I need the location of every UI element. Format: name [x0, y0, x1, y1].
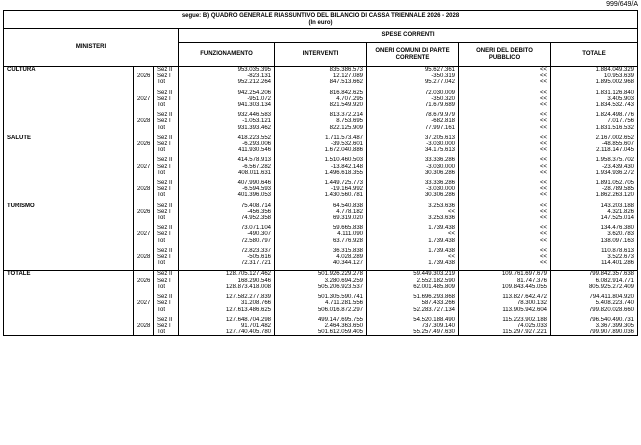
- amount-cell: 147.525.014: [551, 215, 638, 221]
- amount-cell: <<: [459, 215, 551, 221]
- amount-cell: 114.401.286: [551, 260, 638, 266]
- amount-cell: 799.820.028.660: [551, 307, 638, 313]
- amount-cell: -48.855.607: [551, 141, 638, 147]
- ministry-name: SALUTE: [4, 135, 134, 141]
- section-type-cell: Sez II: [154, 271, 179, 278]
- amount-cell: 59.665.838: [275, 225, 367, 231]
- table-row: [4, 329, 638, 336]
- amount-cell: <<: [367, 231, 459, 237]
- amount-cell: 1.739.438: [367, 260, 459, 266]
- amount-cell: 796.540.490.731: [551, 317, 638, 323]
- section-type-cell: Tot: [154, 329, 179, 336]
- amount-cell: 113.827.642.472: [459, 294, 551, 300]
- amount-cell: 401.396.053: [179, 192, 275, 198]
- table-row: [4, 67, 638, 74]
- amount-cell: 822.125.909: [275, 125, 367, 131]
- amount-cell: 1.739.438: [367, 248, 459, 254]
- section-type-cell: Sez I: [154, 73, 179, 79]
- amount-cell: 941.303.134: [179, 102, 275, 108]
- amount-cell: 31.208.766: [179, 300, 275, 306]
- amount-cell: 414.578.913: [179, 157, 275, 163]
- amount-cell: <<: [459, 135, 551, 141]
- amount-cell: 1.958.375.702: [551, 157, 638, 163]
- amount-cell: 95.277.042: [367, 79, 459, 85]
- amount-cell: 127.648.704.298: [179, 317, 275, 323]
- amount-cell: 847.513.662: [275, 79, 367, 85]
- amount-cell: -13.842.148: [275, 164, 367, 170]
- amount-cell: 587.433.266: [367, 300, 459, 306]
- year-cell: 2028: [134, 323, 154, 329]
- amount-cell: -682.818: [367, 118, 459, 124]
- amount-cell: 3.522.673: [551, 254, 638, 260]
- header-oneri-comuni: ONERI COMUNI DI PARTE CORRENTE: [367, 43, 459, 67]
- amount-cell: -505.616: [179, 254, 275, 260]
- section-type-cell: Sez I: [154, 278, 179, 284]
- year-cell: [134, 271, 154, 278]
- amount-cell: 408.011.631: [179, 170, 275, 176]
- amount-cell: 64.540.838: [275, 203, 367, 209]
- amount-cell: <<: [367, 209, 459, 215]
- amount-cell: 63.776.928: [275, 238, 367, 244]
- section-type-cell: Tot: [154, 102, 179, 108]
- header-funzionamento: FUNZIONAMENTO: [179, 43, 275, 67]
- amount-cell: 72.030.009: [367, 90, 459, 96]
- amount-cell: 77.997.161: [367, 125, 459, 131]
- amount-cell: 1.834.532.743: [551, 102, 638, 108]
- amount-cell: 127.740.405.780: [179, 329, 275, 336]
- amount-cell: 78.679.979: [367, 112, 459, 118]
- amount-cell: 4.321.826: [551, 209, 638, 215]
- amount-cell: 932.446.583: [179, 112, 275, 118]
- amount-cell: 1.831.516.532: [551, 125, 638, 131]
- amount-cell: -456.356: [179, 209, 275, 215]
- amount-cell: 799.907.890.036: [551, 329, 638, 336]
- amount-cell: 4.028.289: [275, 254, 367, 260]
- amount-cell: 115.223.902.188: [459, 317, 551, 323]
- ministry-name: [4, 329, 134, 336]
- amount-cell: <<: [459, 180, 551, 186]
- section-type-cell: Sez II: [154, 203, 179, 209]
- year-cell: 2027: [134, 231, 154, 237]
- year-cell: 2026: [134, 278, 154, 284]
- amount-cell: 127.613.486.625: [179, 307, 275, 313]
- amount-cell: <<: [459, 203, 551, 209]
- amount-cell: 72.580.797: [179, 238, 275, 244]
- amount-cell: 55.257.497.630: [367, 329, 459, 336]
- amount-cell: <<: [459, 192, 551, 198]
- amount-cell: 33.336.286: [367, 157, 459, 163]
- amount-cell: 1.430.560.781: [275, 192, 367, 198]
- amount-cell: -823.131: [179, 73, 275, 79]
- amount-cell: 1.672.040.886: [275, 147, 367, 153]
- amount-cell: 95.627.361: [367, 67, 459, 74]
- amount-cell: 4.711.281.556: [275, 300, 367, 306]
- amount-cell: <<: [459, 67, 551, 74]
- amount-cell: 7.017.756: [551, 118, 638, 124]
- amount-cell: <<: [459, 96, 551, 102]
- amount-cell: 62.001.485.809: [367, 284, 459, 290]
- section-type-cell: Tot: [154, 170, 179, 176]
- year-cell: 2026: [134, 73, 154, 79]
- amount-cell: 1.884.049.329: [551, 67, 638, 74]
- section-type-cell: Sez II: [154, 248, 179, 254]
- amount-cell: 816.842.625: [275, 90, 367, 96]
- document-id: 999/649/A: [606, 1, 638, 8]
- amount-cell: 113.905.942.604: [459, 307, 551, 313]
- amount-cell: 8.753.695: [275, 118, 367, 124]
- amount-cell: 4.707.295: [275, 96, 367, 102]
- section-type-cell: Tot: [154, 79, 179, 85]
- amount-cell: -1.053.121: [179, 118, 275, 124]
- amount-cell: 34.175.613: [367, 147, 459, 153]
- amount-cell: 1.895.002.968: [551, 79, 638, 85]
- amount-cell: 1.831.126.840: [551, 90, 638, 96]
- amount-cell: 72.317.721: [179, 260, 275, 266]
- section-type-cell: Sez II: [154, 67, 179, 74]
- year-cell: 2026: [134, 141, 154, 147]
- section-type-cell: Sez I: [154, 209, 179, 215]
- amount-cell: 821.549.920: [275, 102, 367, 108]
- amount-cell: 74.952.358: [179, 215, 275, 221]
- amount-cell: 2.552.182.590: [367, 278, 459, 284]
- amount-cell: 1.824.498.776: [551, 112, 638, 118]
- section-type-cell: Tot: [154, 125, 179, 131]
- section-type-cell: Tot: [154, 192, 179, 198]
- amount-cell: -951.072: [179, 96, 275, 102]
- section-type-cell: Sez II: [154, 90, 179, 96]
- amount-cell: 799.842.357.638: [551, 271, 638, 278]
- amount-cell: 2.464.363.650: [275, 323, 367, 329]
- amount-cell: 10.953.639: [551, 73, 638, 79]
- amount-cell: 5.408.223.740: [551, 300, 638, 306]
- amount-cell: 30.306.286: [367, 170, 459, 176]
- amount-cell: -3.030.000: [367, 164, 459, 170]
- amount-cell: 72.823.337: [179, 248, 275, 254]
- amount-cell: 134.476.380: [551, 225, 638, 231]
- header-interventi: INTERVENTI: [275, 43, 367, 67]
- section-type-cell: Sez I: [154, 141, 179, 147]
- amount-cell: 69.319.020: [275, 215, 367, 221]
- section-type-cell: Sez II: [154, 157, 179, 163]
- amount-cell: 59.449.303.219: [367, 271, 459, 278]
- amount-cell: 54.520.188.490: [367, 317, 459, 323]
- amount-cell: 835.386.573: [275, 67, 367, 74]
- year-cell: 2028: [134, 186, 154, 192]
- amount-cell: -6.594.593: [179, 186, 275, 192]
- amount-cell: <<: [459, 118, 551, 124]
- section-type-cell: Tot: [154, 260, 179, 266]
- amount-cell: 110.878.613: [551, 248, 638, 254]
- amount-cell: 501.612.059.405: [275, 329, 367, 336]
- year-cell: 2028: [134, 118, 154, 124]
- year-cell: 2026: [134, 209, 154, 215]
- title-line-2: (In euro): [308, 19, 333, 26]
- amount-cell: 143.203.188: [551, 203, 638, 209]
- amount-cell: 411.930.546: [179, 147, 275, 153]
- amount-cell: <<: [459, 102, 551, 108]
- amount-cell: 2.118.147.045: [551, 147, 638, 153]
- amount-cell: 1.934.936.272: [551, 170, 638, 176]
- amount-cell: 128.873.418.008: [179, 284, 275, 290]
- section-type-cell: Sez II: [154, 225, 179, 231]
- section-type-cell: Sez I: [154, 118, 179, 124]
- section-type-cell: Tot: [154, 215, 179, 221]
- amount-cell: 12.127.089: [275, 73, 367, 79]
- amount-cell: 3.253.636: [367, 203, 459, 209]
- amount-cell: 3.280.694.259: [275, 278, 367, 284]
- amount-cell: <<: [367, 254, 459, 260]
- amount-cell: 1.891.052.705: [551, 180, 638, 186]
- amount-cell: -350.319: [367, 73, 459, 79]
- amount-cell: 138.097.163: [551, 238, 638, 244]
- section-type-cell: Sez I: [154, 254, 179, 260]
- budget-table: [3, 10, 638, 336]
- amount-cell: 2.167.002.652: [551, 135, 638, 141]
- amount-cell: <<: [459, 254, 551, 260]
- amount-cell: 501.305.590.741: [275, 294, 367, 300]
- amount-cell: 91.701.482: [179, 323, 275, 329]
- amount-cell: 52.283.727.134: [367, 307, 459, 313]
- amount-cell: 931.393.462: [179, 125, 275, 131]
- section-type-cell: Sez I: [154, 323, 179, 329]
- amount-cell: 71.679.689: [367, 102, 459, 108]
- title-line-1: segue: B) QUADRO GENERALE RIASSUNTIVO DEL BILANCIO DI CASSA TRIENNALE 2026 - 2028: [181, 13, 460, 20]
- amount-cell: 794.411.804.920: [551, 294, 638, 300]
- amount-cell: -490.307: [179, 231, 275, 237]
- section-type-cell: Sez II: [154, 135, 179, 141]
- amount-cell: 1.449.725.773: [275, 180, 367, 186]
- year-cell: 2027: [134, 164, 154, 170]
- amount-cell: 3.405.903: [551, 96, 638, 102]
- amount-cell: 505.206.923.537: [275, 284, 367, 290]
- section-type-cell: Tot: [154, 307, 179, 313]
- amount-cell: 37.205.613: [367, 135, 459, 141]
- amount-cell: 51.696.293.868: [367, 294, 459, 300]
- amount-cell: 499.147.695.755: [275, 317, 367, 323]
- year-cell: 2027: [134, 300, 154, 306]
- amount-cell: 30.306.286: [367, 192, 459, 198]
- amount-cell: 1.862.263.120: [551, 192, 638, 198]
- amount-cell: -6.567.282: [179, 164, 275, 170]
- section-type-cell: Tot: [154, 238, 179, 244]
- section-type-cell: Sez I: [154, 186, 179, 192]
- amount-cell: <<: [459, 90, 551, 96]
- amount-cell: -3.030.000: [367, 186, 459, 192]
- amount-cell: 128.705.127.462: [179, 271, 275, 278]
- amount-cell: 1.739.438: [367, 238, 459, 244]
- amount-cell: <<: [459, 225, 551, 231]
- header-totale: TOTALE: [551, 43, 638, 67]
- amount-cell: <<: [459, 112, 551, 118]
- amount-cell: <<: [459, 186, 551, 192]
- amount-cell: -6.293.006: [179, 141, 275, 147]
- amount-cell: 109.843.445.055: [459, 284, 551, 290]
- amount-cell: -350.320: [367, 96, 459, 102]
- amount-cell: <<: [459, 209, 551, 215]
- header-spese-correnti: SPESE CORRENTI: [179, 29, 638, 43]
- amount-cell: 4.778.182: [275, 209, 367, 215]
- amount-cell: <<: [459, 164, 551, 170]
- amount-cell: <<: [459, 238, 551, 244]
- amount-cell: 3.620.783: [551, 231, 638, 237]
- ministry-name: TOTALE: [4, 271, 134, 278]
- section-type-cell: Sez II: [154, 317, 179, 323]
- amount-cell: <<: [459, 147, 551, 153]
- section-type-cell: Sez I: [154, 164, 179, 170]
- amount-cell: 1.510.460.503: [275, 157, 367, 163]
- amount-cell: 6.082.914.771: [551, 278, 638, 284]
- ministry-name: TURISMO: [4, 203, 134, 209]
- amount-cell: 3.367.399.305: [551, 323, 638, 329]
- amount-cell: 81.747.376: [459, 278, 551, 284]
- amount-cell: 1.739.438: [367, 225, 459, 231]
- amount-cell: 953.035.395: [179, 67, 275, 74]
- section-type-cell: Sez I: [154, 96, 179, 102]
- amount-cell: <<: [459, 79, 551, 85]
- amount-cell: 737.309.140: [367, 323, 459, 329]
- header-ministeri: MINISTERI: [4, 29, 179, 67]
- amount-cell: 36.315.838: [275, 248, 367, 254]
- amount-cell: -19.164.992: [275, 186, 367, 192]
- section-type-cell: Sez II: [154, 180, 179, 186]
- section-type-cell: Sez II: [154, 112, 179, 118]
- section-type-cell: Tot: [154, 284, 179, 290]
- amount-cell: <<: [459, 141, 551, 147]
- table-row: [4, 271, 638, 278]
- section-type-cell: Sez II: [154, 294, 179, 300]
- amount-cell: 75.408.714: [179, 203, 275, 209]
- amount-cell: 813.372.214: [275, 112, 367, 118]
- amount-cell: 4.111.090: [275, 231, 367, 237]
- amount-cell: 74.025.033: [459, 323, 551, 329]
- amount-cell: 78.300.132: [459, 300, 551, 306]
- amount-cell: -28.789.585: [551, 186, 638, 192]
- amount-cell: 418.223.552: [179, 135, 275, 141]
- section-type-cell: Tot: [154, 147, 179, 153]
- amount-cell: <<: [459, 231, 551, 237]
- amount-cell: 168.290.546: [179, 278, 275, 284]
- amount-cell: 1.711.573.487: [275, 135, 367, 141]
- amount-cell: 115.297.927.221: [459, 329, 551, 336]
- year-cell: 2028: [134, 254, 154, 260]
- amount-cell: -39.532.601: [275, 141, 367, 147]
- table-title: [4, 11, 638, 29]
- amount-cell: 501.926.229.278: [275, 271, 367, 278]
- amount-cell: 3.253.636: [367, 215, 459, 221]
- section-type-cell: Sez I: [154, 231, 179, 237]
- amount-cell: <<: [459, 260, 551, 266]
- year-cell: 2027: [134, 96, 154, 102]
- amount-cell: 73.071.104: [179, 225, 275, 231]
- amount-cell: 407.990.646: [179, 180, 275, 186]
- header-oneri-debito: ONERI DEL DEBITO PUBBLICO: [459, 43, 551, 67]
- amount-cell: 33.336.286: [367, 180, 459, 186]
- amount-cell: 127.582.277.839: [179, 294, 275, 300]
- year-cell: [134, 329, 154, 336]
- year-cell: [134, 67, 154, 74]
- amount-cell: 1.496.618.355: [275, 170, 367, 176]
- amount-cell: -3.030.000: [367, 141, 459, 147]
- ministry-name: CULTURA: [4, 67, 134, 74]
- amount-cell: -23.439.430: [551, 164, 638, 170]
- amount-cell: 942.254.206: [179, 90, 275, 96]
- amount-cell: <<: [459, 248, 551, 254]
- amount-cell: 109.761.697.679: [459, 271, 551, 278]
- amount-cell: 40.344.127: [275, 260, 367, 266]
- amount-cell: <<: [459, 157, 551, 163]
- amount-cell: <<: [459, 73, 551, 79]
- amount-cell: 506.016.872.297: [275, 307, 367, 313]
- amount-cell: <<: [459, 125, 551, 131]
- section-type-cell: Sez I: [154, 300, 179, 306]
- amount-cell: <<: [459, 170, 551, 176]
- amount-cell: 805.925.272.409: [551, 284, 638, 290]
- amount-cell: 952.212.264: [179, 79, 275, 85]
